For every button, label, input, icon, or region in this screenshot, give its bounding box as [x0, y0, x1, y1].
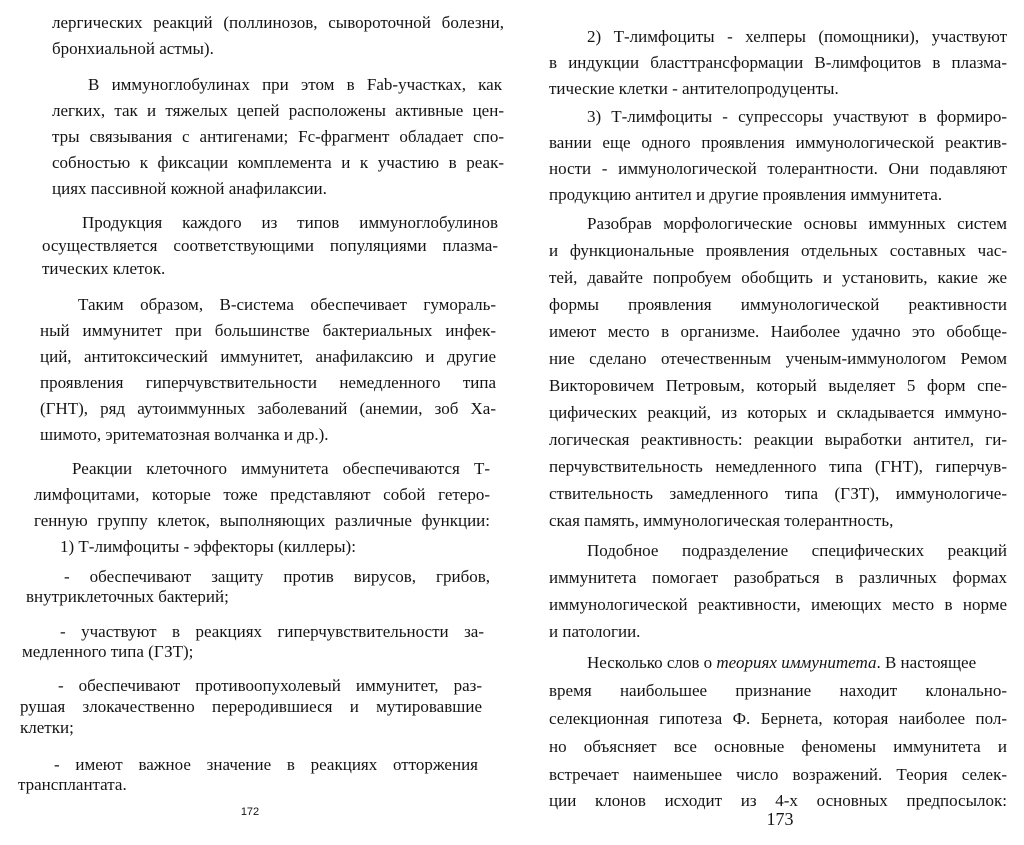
text-line: но объясняет все основные феномены иммунитета и — [549, 737, 1007, 756]
page-number: 172 — [240, 806, 260, 818]
text-line: Продукция каждого из типов иммуноглобулинов — [82, 213, 498, 232]
italic-term: теориях иммунитета — [716, 653, 877, 672]
text-line: селекционная гипотеза Ф. Бернета, которая наиболее пол- — [549, 709, 1007, 728]
text-line: Реакции клеточного иммунитета обеспечиваются Т- — [72, 459, 490, 478]
text-line: время наибольшее признание находит клонально- — [549, 681, 1007, 700]
text-line: и патологии. — [549, 622, 641, 641]
text-line: рушая злокачественно переродившиеся и мутировавшие — [20, 697, 482, 716]
text-line: Викторовичем Петровым, который выделяет 5 форм спе- — [549, 376, 1007, 395]
text-line: - обеспечивают защиту против вирусов, грибов, — [64, 567, 490, 586]
text-line: ций, антитоксический иммунитет, анафилаксию и другие — [40, 347, 496, 366]
text-line: - имеют важное значение в реакциях отторжения — [54, 755, 478, 774]
text-line: 1) Т-лимфоциты - эффекторы (киллеры): — [60, 537, 356, 556]
text-line: внутриклеточных бактерий; — [26, 587, 229, 606]
text-line: шимото, эритематозная волчанка и др.). — [40, 425, 329, 444]
text-line: - обеспечивают противоопухолевый иммунитет, раз- — [58, 676, 482, 695]
text-line: бронхиальной астмы). — [52, 39, 214, 58]
text-line: ции клонов исходит из 4-х основных предпосылок: — [549, 791, 1007, 810]
text-line: 2) Т-лимфоциты - хелперы (помощники), участвуют — [587, 27, 1007, 46]
text-line: легких, так и тяжелых цепей расположены активные цен- — [52, 101, 504, 120]
text-line: Таким образом, В-система обеспечивает гумораль- — [78, 295, 496, 314]
text-line: клетки; — [20, 718, 74, 737]
text-line: в индукции бласттрансформации В-лимфоцитов в плазма- — [549, 53, 1007, 72]
text-line: генную группу клеток, выполняющих различные функции: — [34, 511, 490, 530]
text-line: логическая реактивность: реакции выработки антител, ги- — [549, 430, 1007, 449]
text-line: и функциональные проявления отдельных составных час- — [549, 241, 1007, 260]
text-line: встречает наименьшее число возражений. Теория селек- — [549, 765, 1007, 784]
text-line: Разобрав морфологические основы иммунных систем — [587, 214, 1007, 233]
text-run: . В настоящее — [876, 653, 977, 672]
text-line: 3) Т-лимфоциты - супрессоры участвуют в формиро- — [587, 107, 1007, 126]
text-line — [587, 652, 1007, 674]
text-line: - участвуют в реакциях гиперчувствительности за- — [60, 622, 484, 641]
text-line: лимфоцитами, которые тоже представляют собой гетеро- — [34, 485, 490, 504]
text-line: циях пассивной кожной анафилаксии. — [52, 179, 327, 198]
text-line: тей, давайте попробуем обобщить и установить, какие же — [549, 268, 1007, 287]
text-line: тры связывания с антигенами; Fc-фрагмент обладает спо- — [52, 127, 504, 146]
text-line: перчувствительность немедленного типа (ГНТ), гиперчув- — [549, 457, 1007, 476]
text-line: ская память, иммунологическая толерантность, — [549, 511, 894, 530]
right-page — [515, 0, 1024, 845]
text-line: ствительность замедленного типа (ГЗТ), иммунологиче- — [549, 484, 1007, 503]
text-line: ние сделано отечественным ученым-иммунологом Ремом — [549, 349, 1007, 368]
text-line: продукцию антител и другие проявления иммунитета. — [549, 185, 943, 204]
text-line: (ГНТ), ряд аутоиммунных заболеваний (анемии, зоб Ха- — [40, 399, 496, 418]
text-line: тические клетки - антителопродуценты. — [549, 79, 839, 98]
text-line: цифических реакций, из которых и складывается иммуно- — [549, 403, 1007, 422]
text-line: иммунитета помогает разобраться в различных формах — [549, 568, 1007, 587]
text-line: тических клеток. — [42, 259, 166, 278]
text-line: проявления гиперчувствительности немедленного типа — [40, 373, 496, 392]
text-line: лергических реакций (поллинозов, сывороточной болезни, — [52, 13, 504, 32]
text-line: осуществляется соответствующими популяциями плазма- — [42, 236, 498, 255]
text-line: Подобное подразделение специфических реакций — [587, 541, 1007, 560]
text-line: ный иммунитет при большинстве бактериальных инфек- — [40, 321, 496, 340]
text-line: иммунологической реактивности, имеющих место в норме — [549, 595, 1007, 614]
text-line: ности - иммунологической толерантности. Они подавляют — [549, 159, 1007, 178]
page-number: 173 — [766, 809, 794, 829]
text-line: имеют место в организме. Наиболее удачно это обобще- — [549, 322, 1007, 341]
text-line: трансплантата. — [18, 775, 127, 794]
text-run: Несколько слов о — [587, 653, 717, 672]
text-line: собностью к фиксации комплемента и к участию в реак- — [52, 153, 504, 172]
text-line: медленного типа (ГЗТ); — [22, 642, 194, 661]
text-line: вании еще одного проявления иммунологической реактив- — [549, 133, 1007, 152]
text-line: формы проявления иммунологической реактивности — [549, 295, 1007, 314]
text-line: В иммуноглобулинах при этом в Fab-участках, как — [88, 75, 502, 94]
